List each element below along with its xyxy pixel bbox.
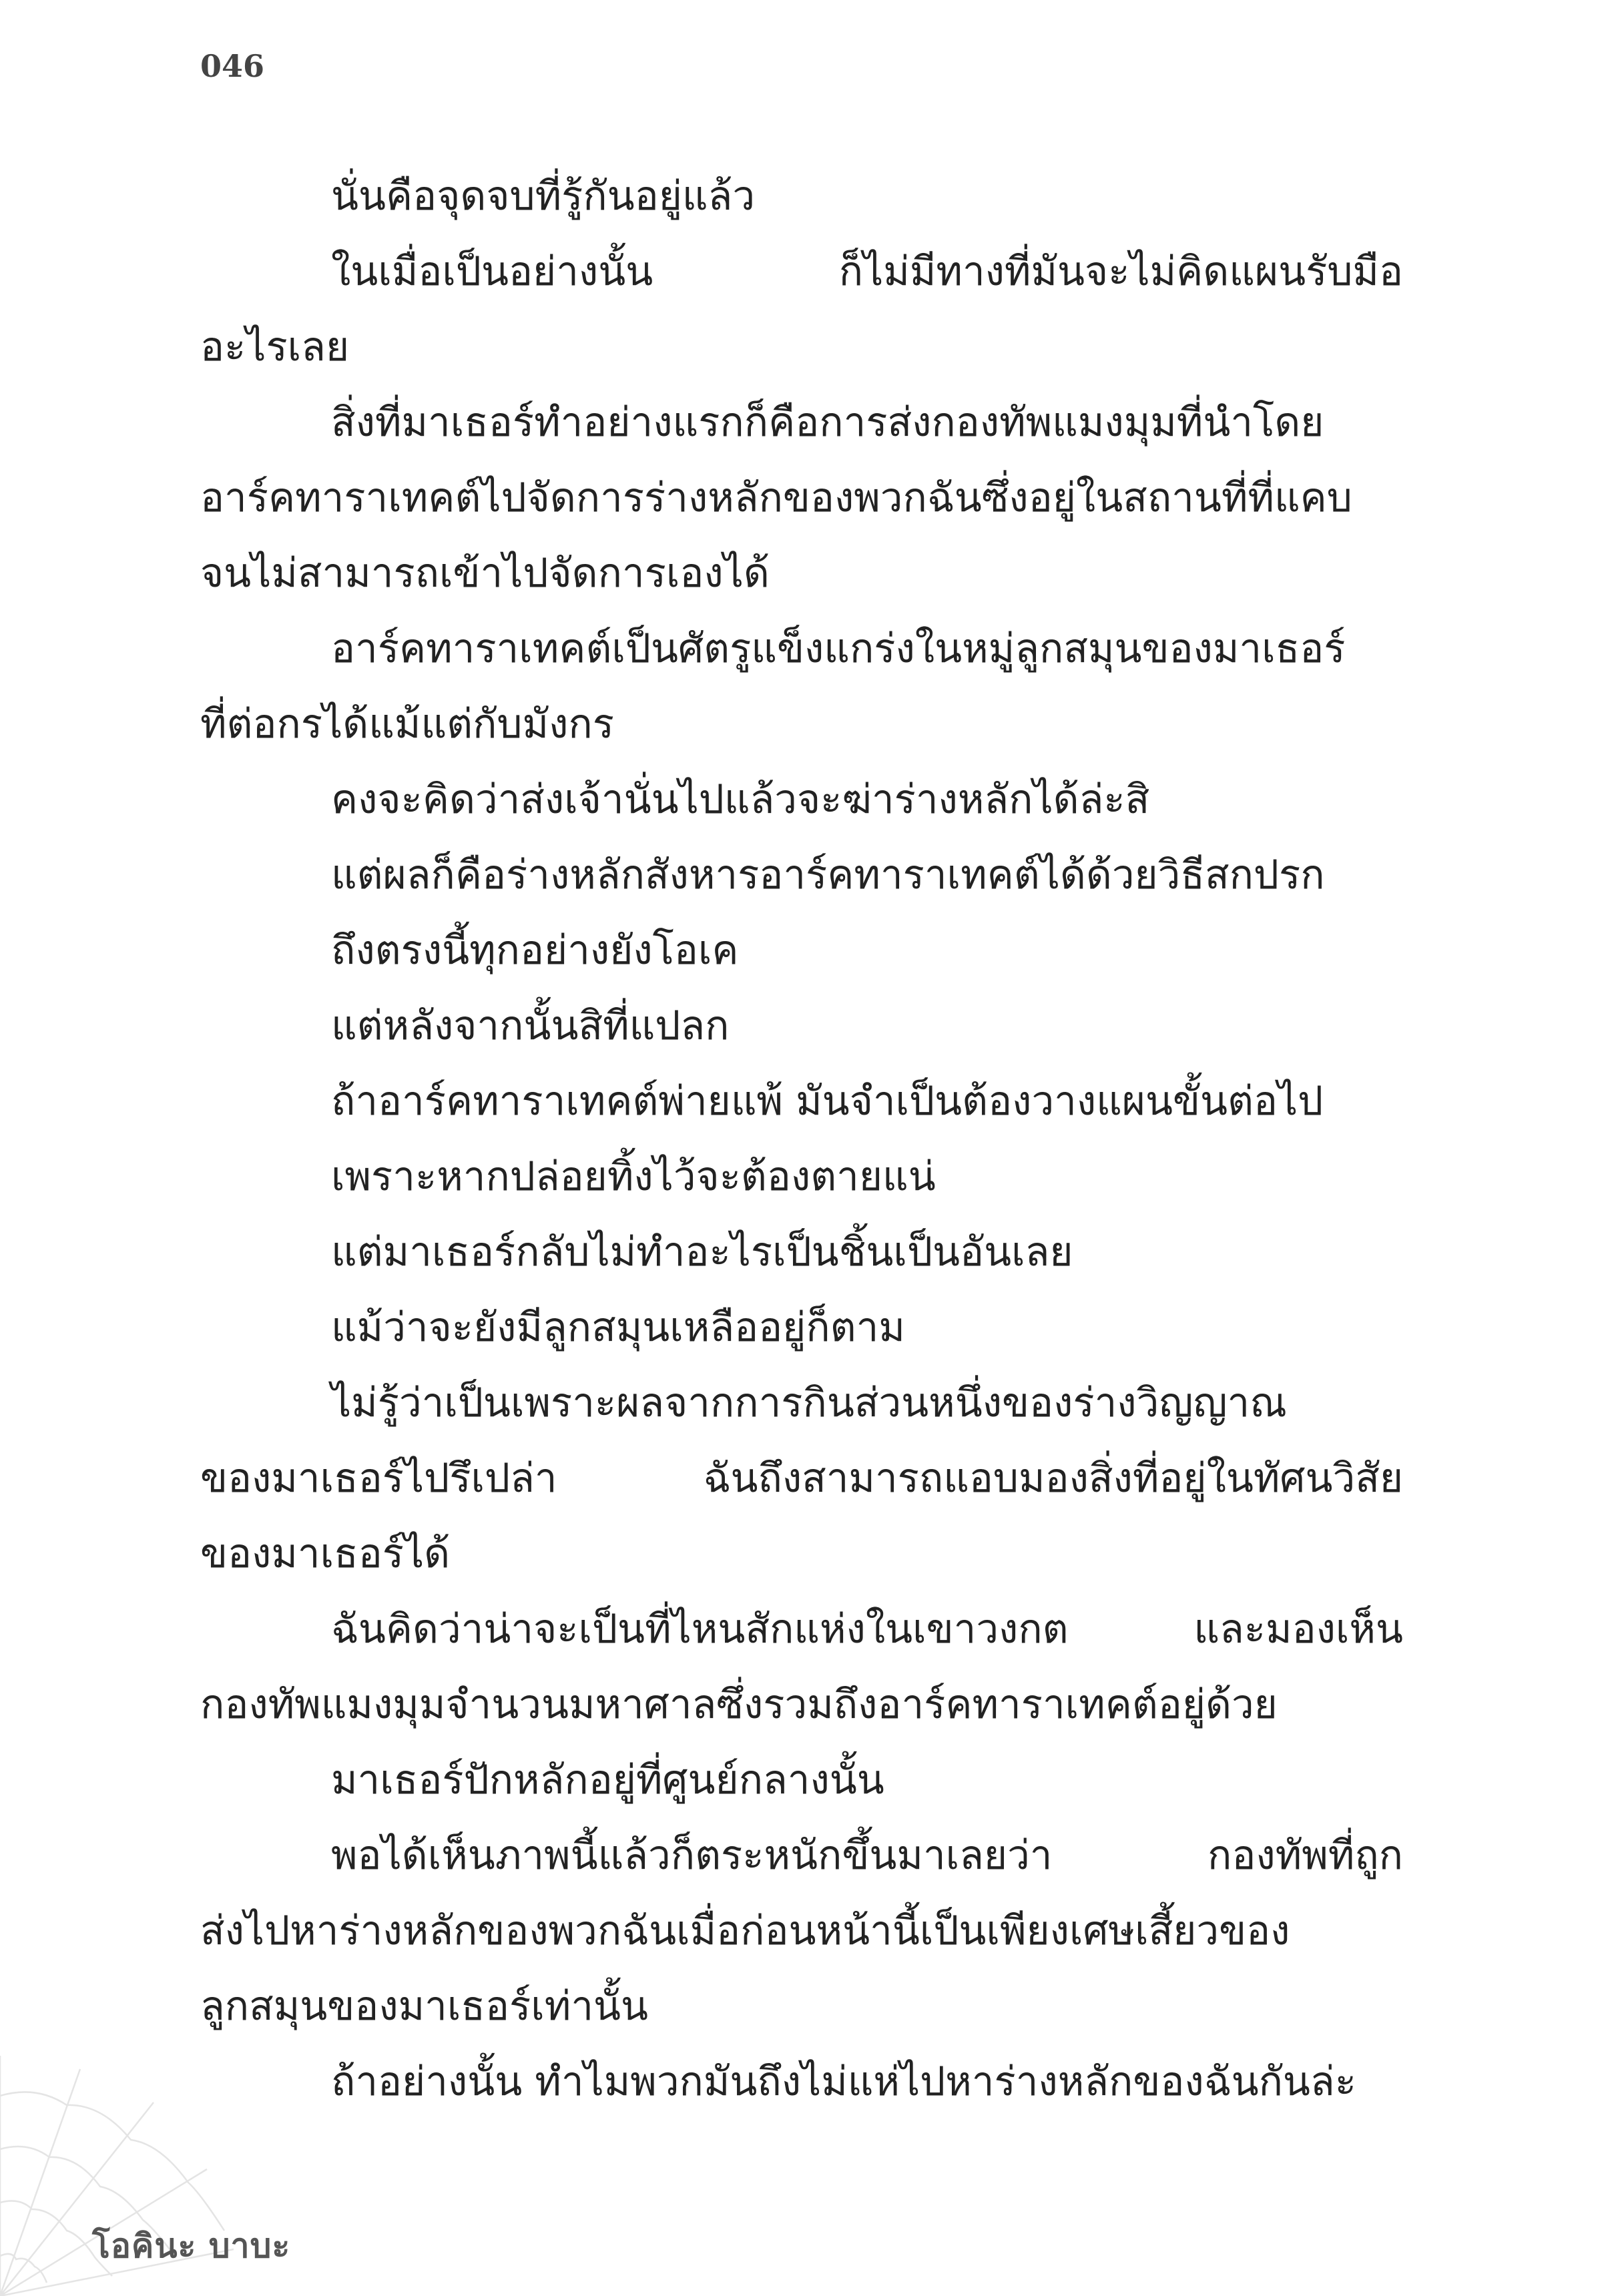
- text-line: นั่นคือจุดจบที่รู้กันอยู่แล้ว: [331, 173, 756, 220]
- paragraph: [200, 1592, 1403, 1743]
- text-line: ถึงตรงนี้ทุกอย่างยังโอเค: [331, 927, 739, 974]
- footer-book-title: โอคินะ บาบะ: [92, 2227, 291, 2265]
- text-line: พอได้เห็นภาพนี้แล้วก็ตระหนักขึ้นมาเลยว่า กองทัพที่ถูก: [331, 1832, 1403, 1879]
- paragraph: [200, 234, 1403, 385]
- text-line: ส่งไปหาร่างหลักของพวกฉันเมื่อก่อนหน้านี้เป็นเพียงเศษเสี้ยวของ: [200, 1908, 1290, 1954]
- page-number: 046: [200, 48, 265, 84]
- text-line: แม้ว่าจะยังมีลูกสมุนเหลืออยู่ก็ตาม: [331, 1304, 905, 1351]
- text-line: คงจะคิดว่าส่งเจ้านั่นไปแล้วจะฆ่าร่างหลักได้ล่ะสิ: [331, 776, 1150, 823]
- paragraph: [200, 988, 1403, 1064]
- text-line: ฉันคิดว่าน่าจะเป็นที่ไหนสักแห่งในเขาวงกต และมองเห็น: [331, 1606, 1403, 1653]
- paragraph: [200, 611, 1403, 762]
- text-line: ของมาเธอร์ได้: [200, 1530, 451, 1577]
- paragraph: [200, 1139, 1403, 1215]
- text-line: อาร์คทาราเทคต์เป็นศัตรูแข็งแกร่งในหมู่ลูกสมุนของมาเธอร์: [331, 625, 1346, 672]
- paragraph: [200, 913, 1403, 988]
- paragraph: [200, 159, 1403, 234]
- paragraph: [200, 1290, 1403, 1366]
- text-line: อะไรเลย: [200, 324, 350, 370]
- text-line: แต่ผลก็คือร่างหลักสังหารอาร์คทาราเทคต์ได้ด้วยวิธีสกปรก: [331, 852, 1325, 898]
- text-line: สิ่งที่มาเธอร์ทำอย่างแรกก็คือการส่งกองทัพแมงมุมที่นำโดย: [331, 399, 1324, 446]
- paragraph: [200, 1743, 1403, 1818]
- text-line: กองทัพแมงมุมจำนวนมหาศาลซึ่งรวมถึงอาร์คทาราเทคต์อยู่ด้วย: [200, 1681, 1278, 1728]
- paragraph: [200, 838, 1403, 913]
- paragraph: [200, 1818, 1403, 2044]
- paragraph: [200, 2044, 1403, 2120]
- paragraph: [200, 1366, 1403, 1592]
- text-line: แต่หลังจากนั้นสิที่แปลก: [331, 1002, 730, 1049]
- text-line: จนไม่สามารถเข้าไปจัดการเองได้: [200, 550, 770, 597]
- text-line: ลูกสมุนของมาเธอร์เท่านั้น: [200, 1983, 649, 2030]
- body-text: [200, 159, 1403, 2120]
- paragraph: [200, 1215, 1403, 1290]
- paragraph: [200, 1064, 1403, 1139]
- text-line: ของมาเธอร์ไปรึเปล่า ฉันถึงสามารถแอบมองสิ่งที่อยู่ในทัศนวิสัย: [200, 1455, 1403, 1502]
- paragraph: [200, 762, 1403, 838]
- text-line: แต่มาเธอร์กลับไม่ทำอะไรเป็นชิ้นเป็นอันเลย: [331, 1229, 1073, 1275]
- text-line: ไม่รู้ว่าเป็นเพราะผลจากการกินส่วนหนึ่งของร่างวิญญาณ: [331, 1380, 1287, 1426]
- text-line: อาร์คทาราเทคต์ไปจัดการร่างหลักของพวกฉันซึ่งอยู่ในสถานที่ที่แคบ: [200, 475, 1352, 521]
- text-line: ที่ต่อกรได้แม้แต่กับมังกร: [200, 701, 614, 748]
- text-line: ถ้าอย่างนั้น ทำไมพวกมันถึงไม่แห่ไปหาร่างหลักของฉันกันล่ะ: [331, 2058, 1356, 2105]
- text-line: ในเมื่อเป็นอย่างนั้น ก็ไม่มีทางที่มันจะไม่คิดแผนรับมือ: [331, 248, 1403, 295]
- text-line: เพราะหากปล่อยทิ้งไว้จะต้องตายแน่: [331, 1153, 936, 1200]
- paragraph: [200, 385, 1403, 611]
- text-line: ถ้าอาร์คทาราเทคต์พ่ายแพ้ มันจำเป็นต้องวางแผนขั้นต่อไป: [331, 1078, 1324, 1125]
- text-line: มาเธอร์ปักหลักอยู่ที่ศูนย์กลางนั้น: [331, 1757, 884, 1803]
